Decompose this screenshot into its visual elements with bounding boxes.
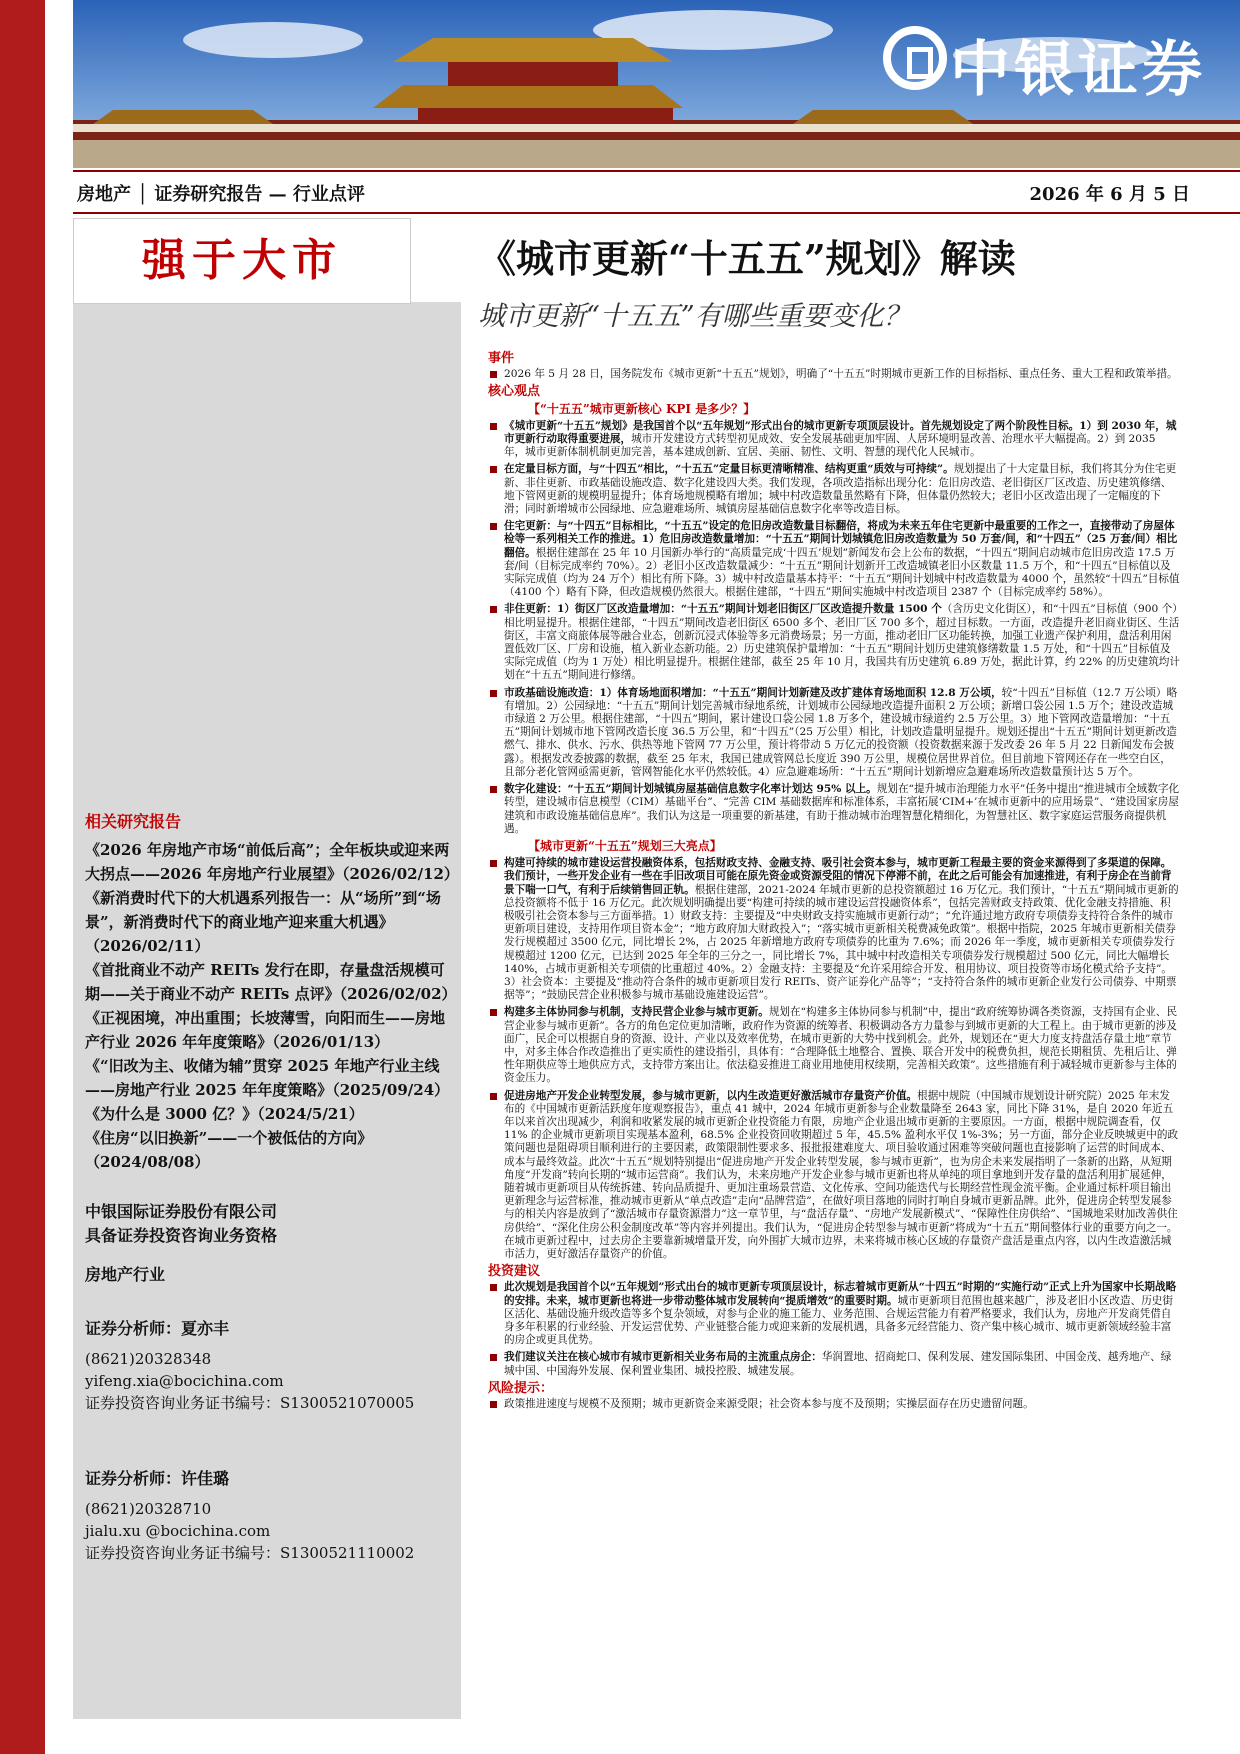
bullet-bold-text: 住宅更新：与“十四五”目标相比，“十五五”设定的危旧房改造数量目标翻倍，将成为未来五年住宅更新中最重要的工作之一，直接带动了房屋体检等一系列相关工作的推进。1）危旧房改造数量增加：“十五五”期间计划城镇危旧房改造数量为 50 万套/间，和“十四五”（25 万套/间）相比翻倍。 [504,520,1178,559]
bullet-text: 规划提出了十大定量目标，我们将其分为住宅更新、非住更新、市政基础设施改造、数字化建设四大类。我们发现，各项改造指标出现分化：危旧房改造、老旧街区厂区改造、历史建筑修缮、地下管网更新的规模明显提升；体育场地规模略有增加；城中村改造数量虽然略有下降，但体量仍然较大；老旧小区改造出现了一定幅度的下滑；同时新增城市公园绿地、应急避难场所、城镇房屋基础信息数字化率等改造目标。 [504,463,1177,516]
bullet-text: 城市更新项目范围也越来越广，涉及老旧小区改造、历史街区活化、基础设施升级改造等多个复杂领域，对参与企业的施工能力、业务范围、合规运营能力有着严格要求，我们认为，房地产开发商凭借自身多年积累的行业经验、开发运营优势、产业链整合能力或迎来新的发展机遇，具备多元经营能力、资产集中核心城市、城市更新领域经验丰富的房企或更具优势。 [504,1294,1173,1347]
related-report-item[interactable]: 《首批商业不动产 REITs 发行在即，存量盘活规模可期——关于商业不动产 REITs 点评》（2026/02/02） [85,961,457,1003]
risk-text: 政策推进速度与规模不及预期；城市更新资金来源受限；社会资本参与度不及预期；实操层面存在历史遗留问题。 [504,1398,1034,1411]
bullet-item [490,420,1180,460]
related-report-item[interactable]: 《2026 年房地产市场“前低后高”；全年板块或迎来两大拐点——2026 年房地产行业展望》（2026/02/12） [85,841,459,883]
bullet-item [490,463,1180,516]
header-banner-image [73,0,1240,168]
rating-text: 强于大市 [142,235,342,286]
related-report-item[interactable]: 《住房“以旧换新”——一个被低估的方向》（2024/08/08） [85,1129,373,1171]
related-report-item[interactable]: 《正视困境，冲出重围；长坡薄雪，向阳而生——房地产行业 2026 年年度策略》（2026/01/13） [85,1009,446,1051]
investment-heading: 投资建议 [488,1264,541,1280]
bullet-text: 较“十四五”目标值（12.7 万公顷）略有增加。2）公园绿地：“十五五”期间计划完善城市绿地系统，计划城市公园绿地改造提升面积 2 万公顷；新增口袋公园 1.5 万个；建设改造城市绿道 2 万公里。根据住建部，“十四五”期间，累计建设口袋公园 1.8 万多个，建设城市绿道约 2.5 万公里。3）地下管网改造量增加：“十五五”期间计划城市地下管网改造长度 36.5 万公里，和“十四五”（25 万公里）相比，计划改造量明显提升。规划还提出“十五五”期间计划更新改造燃气、排水、供水、污水、供热等地下管网 77 万公里，预计将带动 5 万亿元的投资额（投资数据来源于发改委 26 年 5 月 22 日新闻发布会披露）。根据发改委披露的数据，截至 25 年末，我国已建成管网总长度近 390 万公里，规模位居世界首位。但目前地下管网还存在一些空白区，且部分老化管网亟需更新，管网智能化水平仍然较低。4）应急避难场所：“十五五”期间计划新增应急避难场所改造数量预计达 5 万个。 [504,686,1178,778]
highlights-subheading: 【城市更新“十五五”规划三大亮点】 [528,838,722,853]
bullet-text: 根据住建部在 25 年 10 月国新办举行的“高质量完成‘十四五’规划”新闻发布会上公布的数据，“十四五”期间启动城市危旧房改造 17.5 万套/间（目标完成率约 70%）。2）老旧小区改造数量减少：“十五五”期间计划新开工改造城镇老旧小区数量 11.5 万个，和“十四五”目标值以及实际完成值（均为 24 万个）相比有所下降。3）城中村改造量基本持平：“十五五”期间计划城中村改造数量为 4000 个，虽然较“十四五”目标值（4100 个）略有下降，但改造规模仍然很大。根据住建部，“十四五”期间实施城中村改造项目 2387 个（目标完成率约 58%）。 [504,546,1180,599]
kpi-list [490,420,1180,836]
analyst-email[interactable]: jialu.xu @bocichina.com [85,1522,271,1540]
core-heading: 核心观点 [488,384,541,400]
analyst-cert: 证券投资咨询业务证书编号：S1300521070005 [85,1394,415,1412]
bullet-text: 根据中规院（中国城市规划设计研究院）2025 年末发布的《中国城市更新活跃度年度观察报告》，重点 41 城中，2024 年城市更新参与企业数量降至 2643 家，同比下降 31%，是自 2020 年近五年以来首次出现减少，利润和收紧发展的城市更新企业投资能力有限，房地产企业退出城市更新的主要原因。一方面，根据中规院调查看，仅 11% 的企业城市更新项目实现基本盈利，68.5% 企业投资回收期超过 5 年，45.5% 盈利水平仅 1%-3%；另一方面，部分企业反映城更中的政策问题也是阻碍项目顺利进行的主要因素，政策限制性要求多、报批报建难度大、项目验收通过困难等突破问题也直接影响了运营的时间成本、成本与最终效益。此次“十五五”规划特别提出“促进房地产开发企业转型发展，参与城市更新”，也为房企未来发展指明了一条新的出路，从短期角度“开发商”转向长期的“城市运营商”。我们认为，未来房地产开发企业参与城市更新也将从单纯的项目拿地到开发存量的盘活利用扩展延伸，随着城市更新项目从传统拆建、转向品质提升、更加注重场景营造、文化传承、空间功能迭代与长期经营性现金流平衡。企业通过标杆项目输出更新理念与运营标准，推动城市更新从“单点改造”走向“品牌营造”，在做好项目落地的同时打响自身城市更新品牌。此外，促进房企转型发展参与的相关内容是放到了“激活城市存量资源潜力”这一章节里，与“盘活存量”、“房地产发展新模式”、“保障性住房供给”、“国城地采财加改善供住房供给”、“深化住房公积金制度改革”等内容并列提出。我们认为，“促进房企转型参与城市更新”将成为“十五五”期间整体行业的重要方向之一。在城市更新过程中，过去房企主要靠新城增量开发，向外围扩大城市边界，未来将城市核心区域的存量资产盘活是重点内容，以内生改造激活城市活力，更好激活存量资产的价值。 [504,1089,1179,1260]
related-reports-heading: 相关研究报告 [85,812,182,831]
industry-label: 房地产行业 [85,1265,166,1284]
analyst-card [85,1318,455,1414]
bullet-item [490,1351,1180,1377]
company-name: 中银国际证券股份有限公司 [85,1202,278,1221]
bullet-item [490,603,1180,682]
related-report-item[interactable]: 《为什么是 3000 亿？》（2024/5/21） [85,1105,364,1123]
page-title: 《城市更新“十五五”规划》解读 [478,236,1016,281]
bullet-text: 规划在“提升城市治理能力水平”任务中提出“推进城市全域数字化转型，建设城市信息模型（CIM）基础平台”、“完善 CIM 基础数据库和标准体系，丰富拓展‘CIM+’在城市更新中的应用场景”、“建设国家房屋建筑和市政设施基础信息库”。我们认为这是一项重要的新基建，有助于推动城市治理智慧化精细化，为智慧社区、数字家庭运营服务商提供机遇。 [504,783,1180,835]
bullet-item [490,1006,1180,1085]
bullet-text: 规划在“构建多主体协同参与机制”中，提出“政府统筹协调各类资源，支持国有企业、民营企业参与城市更新”。各方的角色定位更加清晰，政府作为资源的统筹者、积极调动各方力量参与到城市更新的大工程上。由于城市更新的涉及面广，民企可以根据自身的资源、设计、产业以及效率优势，在城市更新的大势中找到机会。此外，规划还在“更大力度支持盘活存量土地”章节中，对多主体合作改造推出了更实质性的建设指引，具体有：“合理降低土地整合、置换、联合开发中的税费负担，规范长期租赁、先租后让、弹性年期供应等土地供应方式，支持带方案出让。依法稳妥推进工商业用地使用权续期，完善相关政策”。这些措施有利于减轻城市更新参与主体的资金压力。 [504,1006,1178,1085]
bullet-bold-text: 此次规划是我国首个以“五年规划”形式出台的城市更新专项顶层设计，标志着城市更新从“十四五”时期的“实施行动”正式上升为国家中长期战略的安排。未来，城市更新也将进一步带动整体城市发展转向“提质增效”的重要时期。 [504,1281,1177,1307]
related-reports [85,810,459,1174]
analyst-card [85,1468,455,1564]
analyst-cert: 证券投资咨询业务证书编号：S1300521110002 [85,1544,415,1562]
report-date: 2026 年 6 月 5 日 [1029,184,1190,205]
bullet-bold-text: 非住更新：1）街区厂区改造量增加：“十五五”期间计划老旧街区厂区改造提升数量 1500 个 [504,603,942,616]
investment-list [490,1281,1180,1377]
bullet-bold-text: 市政基础设施改造：1）体育场地面积增加：“十五五”期间计划新建及改扩建体育场地面积 12.8 万公顷， [504,686,1002,699]
rating-box [73,218,411,304]
event-heading: 事件 [488,351,515,366]
related-report-item[interactable]: 《“旧改为主、收储为辅”贯穿 2025 年地产行业主线——房地产行业 2025 年年度策略》（2025/09/24） [85,1057,450,1099]
bullet-bold-text: 构建可持续的城市建设运营投融资体系，包括财政支持、金融支持、吸引社会资本参与，城市更新工程最主要的资金来源得到了多渠道的保障。我们预计，一些开发企业有一些在手旧改项目可能在原先资金或资源受阻的情况下停滞不前，在此之后可能会有加速推进，有利于房企在当前背景下喘一口气，有利于后续销售回正轨。 [504,857,1172,896]
bullet-bold-text: 构建多主体协同参与机制，支持民营企业参与城市更新。 [504,1006,769,1019]
bullet-text: （含历史文化街区），和“十四五”目标值（900 个）相比明显提升。根据住建部，“十四五”期间改造老旧街区 6500 多个、老旧厂区 700 多个，超过目标数。一方面，改造提升老旧商业街区、生活街区，丰富文商旅体展等融合业态，创新沉浸式体验等多元消费场景；另一方面，推动老旧厂区功能转换，加强工业遗产保护利用，盘活利用闲置低效厂区、厂房和设施，植入新业态新功能。2）历史建筑保护量增加：“十五五”期间计划历史建筑修缮数量 1.5 万处，和“十四五”目标值及实际完成值（均为 1 万处）相比明显提升。根据住建部，截至 25 年 10 月，我国共有历史建筑 6.89 万处，据此计算，约 22% 的历史建筑均计划在“十五五”期间进行修缮。 [504,603,1180,682]
bullet-item [490,520,1180,599]
meta-bar [73,170,1240,214]
event-text: 2026 年 5 月 28 日，国务院发布《城市更新“十五五”规划》，明确了“十五五”时期城市更新工作的目标指标、重点任务、重大工程和政策举措。 [504,368,1178,381]
bullet-text: 华润置地、招商蛇口、保利发展、建发国际集团、中国金茂、越秀地产、绿城中国、中国海外发展、保利置业集团、城投控股、城建发展。 [504,1351,1172,1377]
bullet-item [490,687,1180,779]
analyst-name: 证券分析师：许佳璐 [85,1469,230,1488]
analyst-email[interactable]: yifeng.xia@bocichina.com [85,1372,284,1390]
bullet-item [490,1281,1180,1347]
kpi-subheading: 【“十五五”城市更新核心 KPI 是多少？】 [528,401,756,416]
report-category: 房地产 │ 证券研究报告 — 行业点评 [77,184,365,205]
bullet-item [490,783,1180,836]
bullet-text: 根据住建部，2021-2024 年城市更新的总投资额超过 16 万亿元。我们预计，“十五五”期间城市更新的总投资额将不低于 16 万亿元。此次规划明确提出要“构建可持续的城市建设运营投融资体系”，包括完善财政支持政策、优化金融支持措施、积极吸引社会资本参与三方面举措。1）财政支持：主要提及“中央财政支持实施城市更新行动”；“允许通过地方政府专项债券支持符合条件的城市更新项目建设，支持用作项目资本金”；“地方政府加大财政投入”；“落实城市更新相关税费减免政策”。根据中指院，2025 年城市更新相关债券发行规模超过 3500 亿元，同比增长 2%，占 2025 年新增地方政府专项债券的比重为 7.6%；而 2026 年一季度，城市更新相关专项债券发行规模超过 1200 亿元，已达到 2025 年全年的三分之一，同比增长 7%，其中城中村改造相关专项债券发行规模超过 500 亿元，同比大幅增长 140%，占城市更新相关专项债的比重超过 40%。2）金融支持：主要提及“允许采用综合开发、租用协议、项目投资等市场化模式给予支持”。3）社会资本：主要提及“推动符合条件的城市更新项目发行 REITs、资产证券化产品等”；“支持符合条件的城市更新企业发行公司债券、中期票据等”；“鼓励民营企业积极参与城市基础设施建设运营”。 [504,883,1179,1002]
bank-of-china-logo-icon [883,26,947,90]
highlights-list [490,857,1180,1261]
bullet-item [490,857,1180,1002]
event-item [490,368,1180,381]
analyst-name: 证券分析师：夏亦丰 [85,1319,230,1338]
bullet-bold-text: 数字化建设：“十五五”期间计划城镇房屋基础信息数字化率计划达 95% 以上。 [504,783,877,796]
bullet-text: 城市开发建设方式转型初见成效、安全发展基础更加牢固、人居环境明显改善、治理水平大幅提高。2）到 2035 年，城市更新体制机制更加完善，基本建成创新、宜居、美丽、韧性、文明、智慧的现代化人民城市。 [504,433,1156,459]
analyst-phone: (8621)20328710 [85,1500,212,1518]
page-subtitle: 城市更新“十五五”有哪些重要变化？ [478,301,911,332]
company-qualification: 具备证券投资咨询业务资格 [85,1226,278,1245]
bullet-bold-text: 促进房地产开发企业转型发展，参与城市更新，以内生改造更好激活城市存量资产价值。 [504,1089,918,1102]
analyst-phone: (8621)20328348 [85,1350,212,1368]
company-block [85,1200,455,1248]
related-reports-list [85,838,459,1174]
risk-heading: 风险提示： [488,1380,554,1396]
bullet-item [490,1090,1180,1262]
bullet-bold-text: 《城市更新“十五五”规划》是我国首个以“五年规划”形式出台的城市更新专项顶层设计。首先规划设定了两个阶段性目标。1）到 2030 年，城市更新行动取得重要进展， [504,419,1177,446]
related-report-item[interactable]: 《新消费时代下的大机遇系列报告一：从“场所”到“场景”，新消费时代下的商业地产迎来重大机遇》（2026/02/11） [85,889,441,955]
main-content [490,350,1180,1415]
logo-text: 中银证券 [950,35,1206,105]
left-red-bar [0,0,45,1754]
bullet-bold-text: 在定量目标方面，与“十四五”相比，“十五五”定量目标更清晰精准、结构更重“质效与可持续”。 [504,463,954,476]
risk-item [490,1398,1180,1411]
bullet-bold-text: 我们建议关注在核心城市有城市更新相关业务布局的主流重点房企： [504,1351,822,1364]
